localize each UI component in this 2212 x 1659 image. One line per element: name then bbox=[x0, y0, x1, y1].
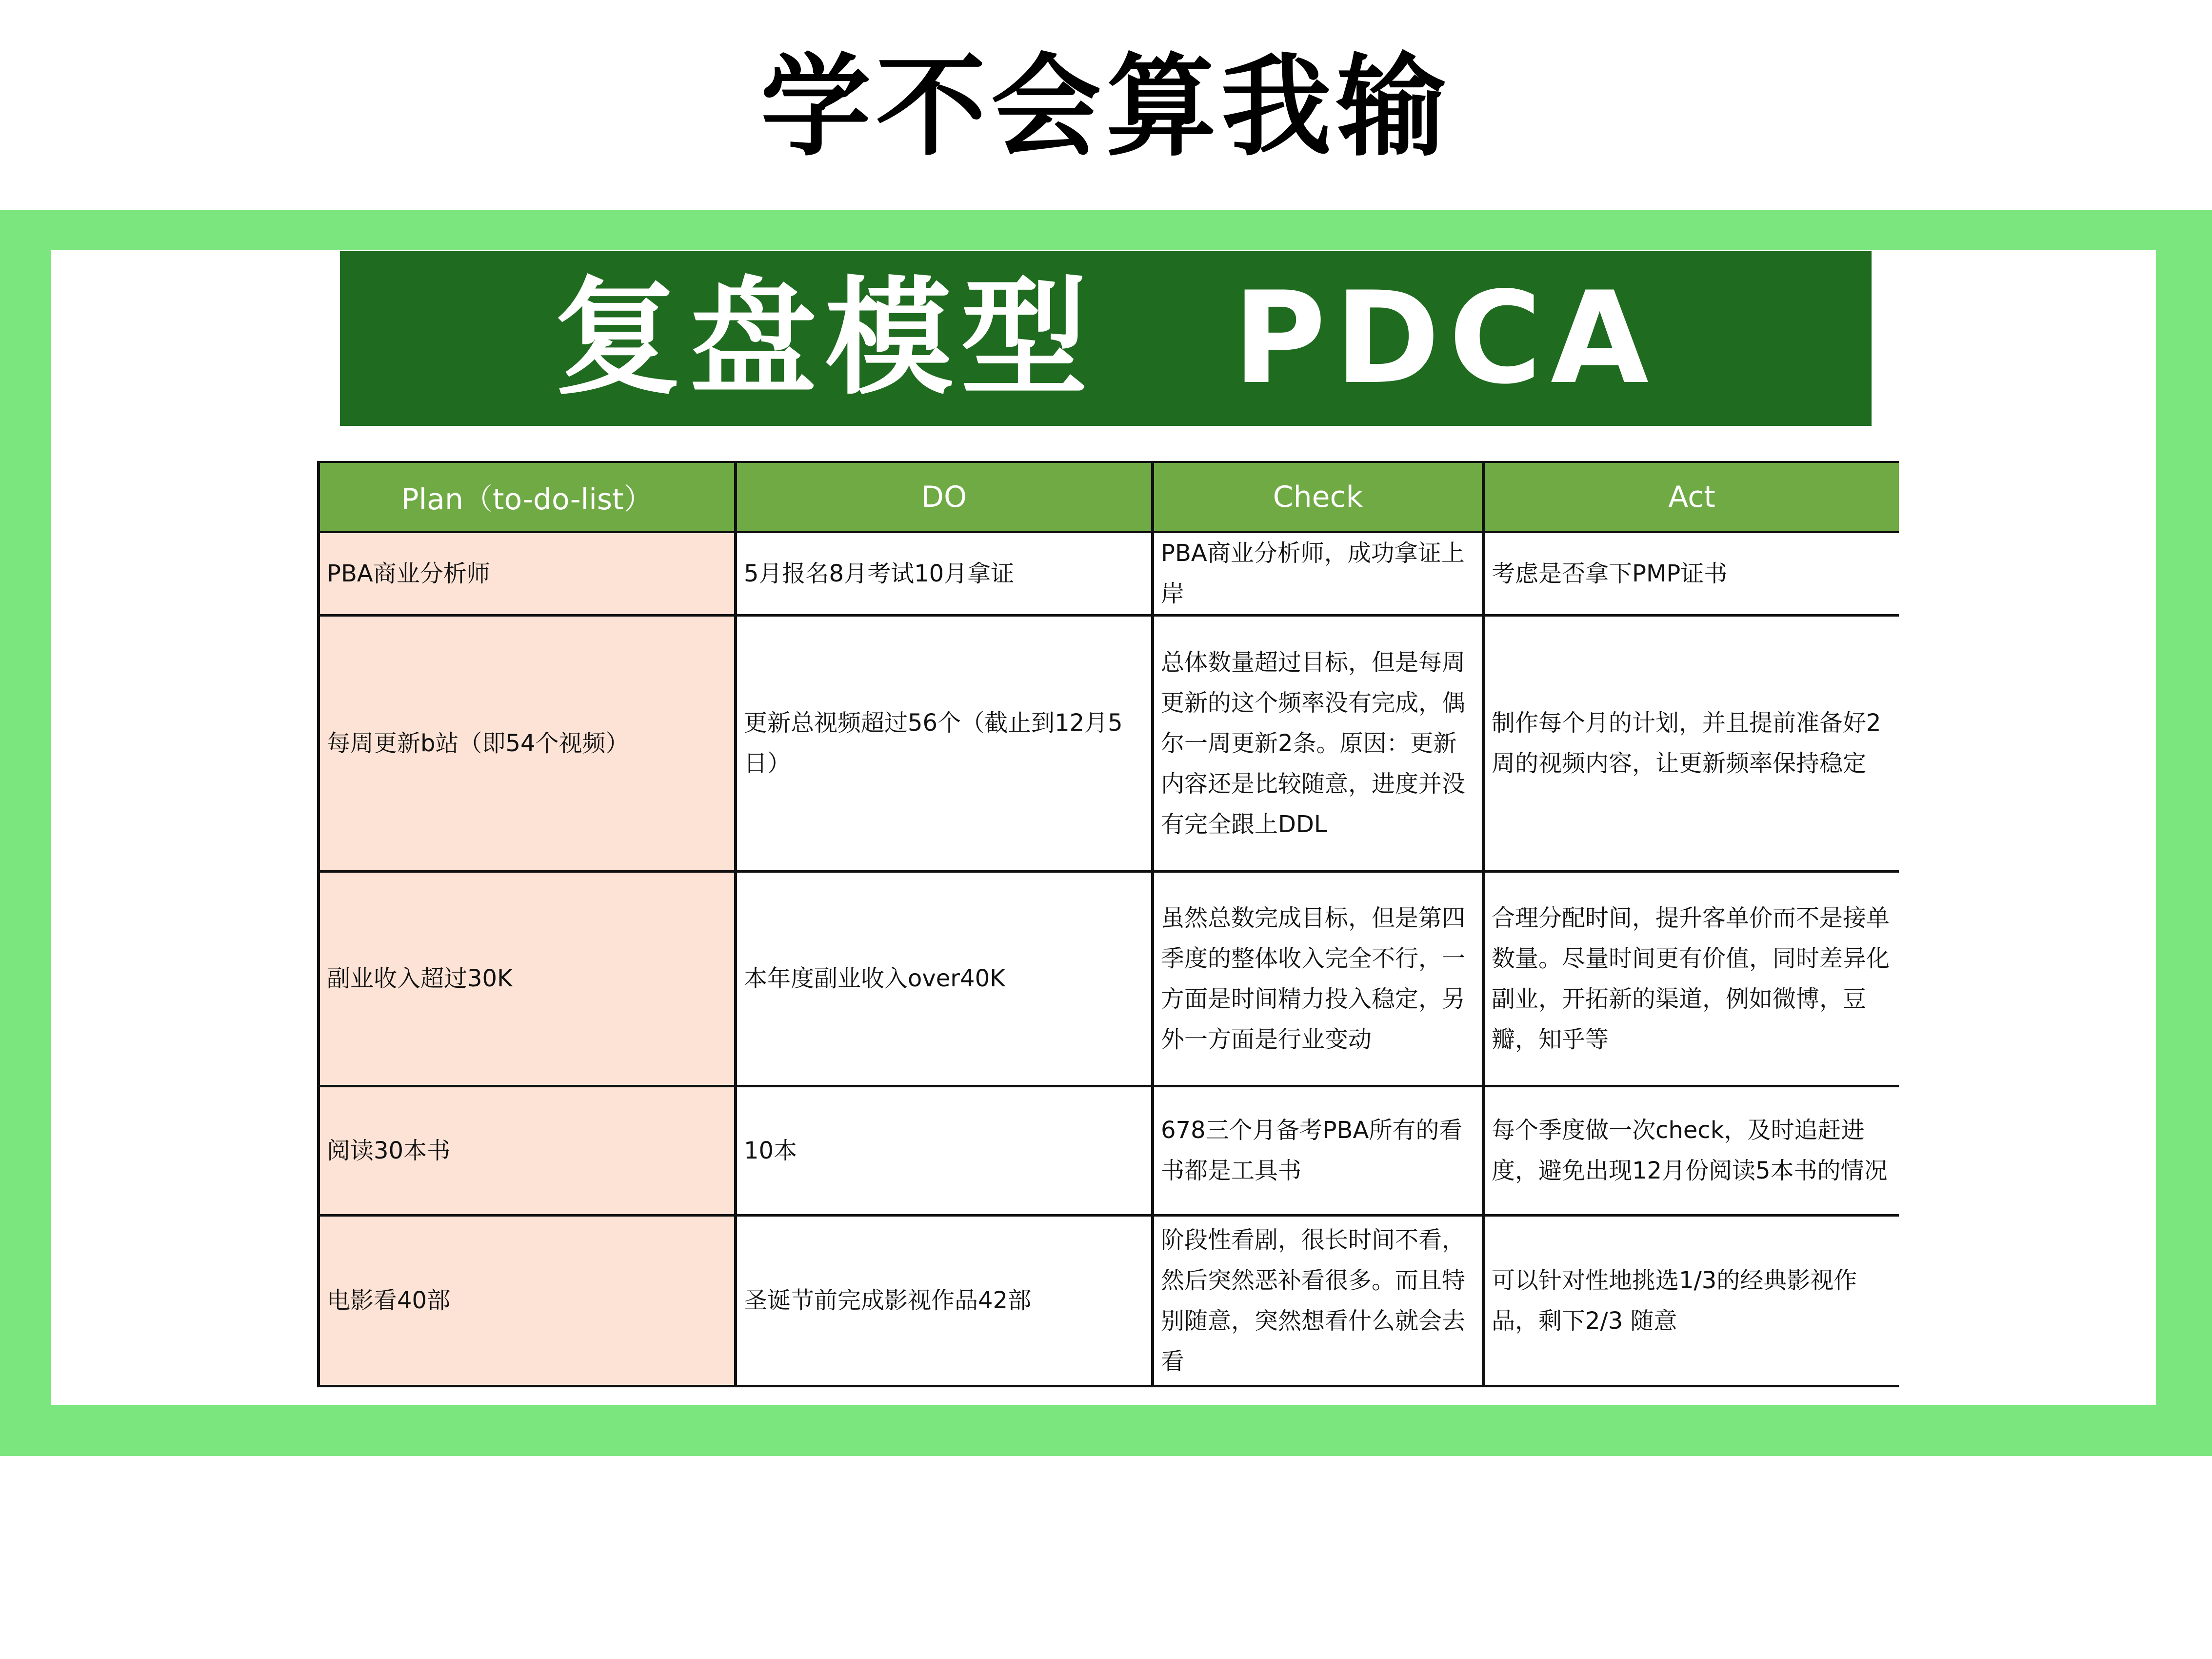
cell-do: 10本 bbox=[736, 1086, 1153, 1216]
table-row bbox=[319, 1216, 1899, 1386]
page-title: 学不会算我输 bbox=[760, 43, 1452, 171]
cell-plan: 阅读30本书 bbox=[319, 1086, 736, 1216]
cell-do: 5月报名8月考试10月拿证 bbox=[736, 532, 1153, 616]
column-header-plan: Plan（to-do-list） bbox=[319, 462, 736, 532]
cell-check: PBA商业分析师，成功拿证上岸 bbox=[1153, 532, 1483, 616]
table-row bbox=[319, 532, 1899, 616]
cell-act: 考虑是否拿下PMP证书 bbox=[1483, 532, 1899, 616]
frame-bottom bbox=[0, 1405, 2212, 1456]
table-row bbox=[319, 616, 1899, 872]
banner-title-cn: 复盘模型 bbox=[554, 265, 1096, 412]
column-header-act: Act bbox=[1483, 462, 1899, 532]
frame-left bbox=[0, 210, 51, 1456]
column-header-check: Check bbox=[1153, 462, 1483, 532]
table-row bbox=[319, 872, 1899, 1086]
cell-plan: 每周更新b站（即54个视频） bbox=[319, 616, 736, 872]
pdca-table bbox=[317, 461, 1899, 1387]
cell-do: 本年度副业收入over40K bbox=[736, 872, 1153, 1086]
banner bbox=[340, 251, 1872, 426]
cell-plan: PBA商业分析师 bbox=[319, 532, 736, 616]
cell-check: 总体数量超过目标，但是每周更新的这个频率没有完成，偶尔一周更新2条。原因：更新内容还是比较随意，进度并没有完全跟上DDL bbox=[1153, 616, 1483, 872]
cell-do: 圣诞节前完成影视作品42部 bbox=[736, 1216, 1153, 1386]
table-row bbox=[319, 1086, 1899, 1216]
cell-act: 合理分配时间，提升客单价而不是接单数量。尽量时间更有价值，同时差异化副业，开拓新的渠道，例如微博，豆瓣，知乎等 bbox=[1483, 872, 1899, 1086]
cell-check: 虽然总数完成目标，但是第四季度的整体收入完全不行，一方面是时间精力投入稳定，另外一方面是行业变动 bbox=[1153, 872, 1483, 1086]
column-header-do: DO bbox=[736, 462, 1153, 532]
cell-act: 每个季度做一次check，及时追赶进度，避免出现12月份阅读5本书的情况 bbox=[1483, 1086, 1899, 1216]
cell-check: 阶段性看剧，很长时间不看，然后突然恶补看很多。而且特别随意，突然想看什么就会去看 bbox=[1153, 1216, 1483, 1386]
cell-act: 可以针对性地挑选1/3的经典影视作品，剩下2/3 随意 bbox=[1483, 1216, 1899, 1386]
cell-act: 制作每个月的计划，并且提前准备好2周的视频内容，让更新频率保持稳定 bbox=[1483, 616, 1899, 872]
cell-plan: 电影看40部 bbox=[319, 1216, 736, 1386]
table-header-row bbox=[319, 462, 1899, 532]
cell-plan: 副业收入超过30K bbox=[319, 872, 736, 1086]
cell-do: 更新总视频超过56个（截止到12月5日） bbox=[736, 616, 1153, 872]
banner-title-en: PDCA bbox=[1233, 265, 1658, 412]
frame-right bbox=[2156, 210, 2212, 1456]
cell-check: 678三个月备考PBA所有的看书都是工具书 bbox=[1153, 1086, 1483, 1216]
